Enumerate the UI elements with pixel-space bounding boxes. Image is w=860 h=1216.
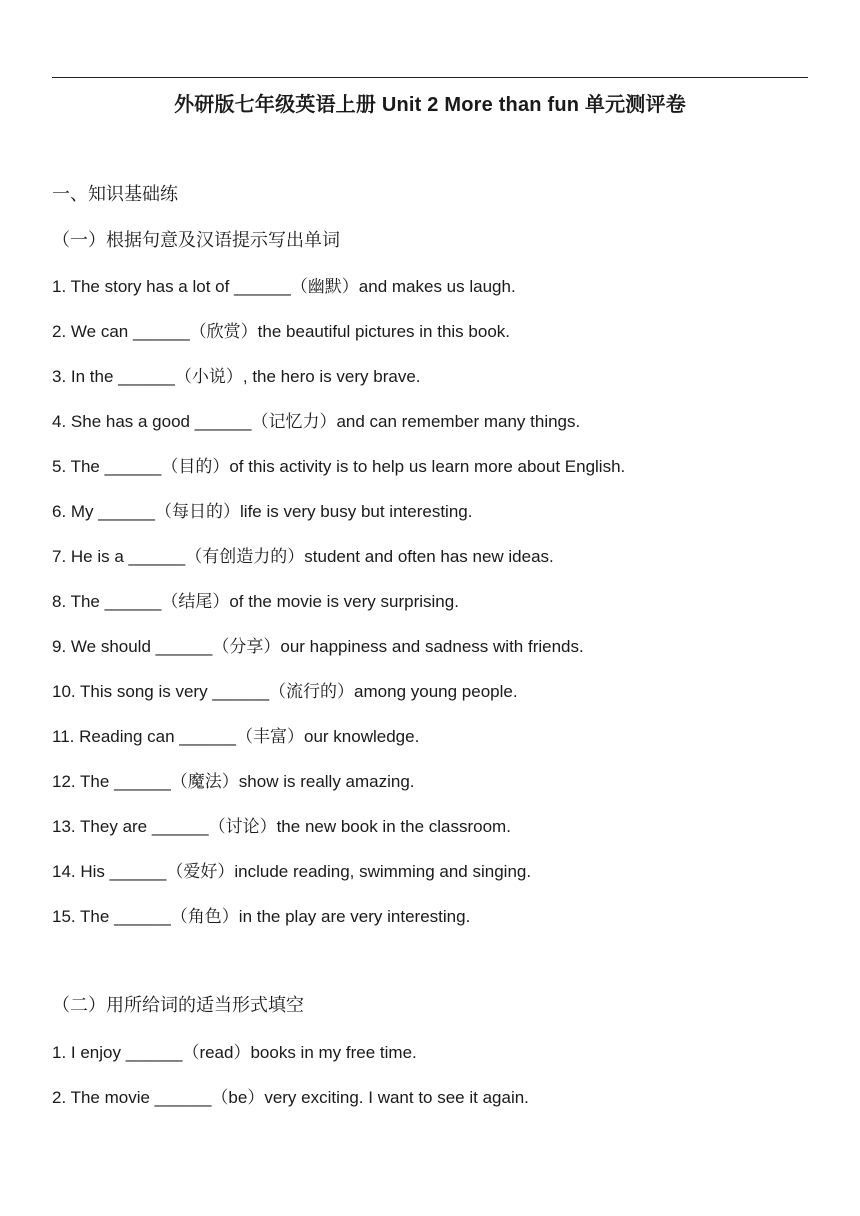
question-item: 5. The ______（目的）of this activity is to help us learn more about English. (52, 457, 626, 476)
question-item: 2. We can ______（欣赏）the beautiful pictures in this book. (52, 322, 510, 341)
page-title: 外研版七年级英语上册 Unit 2 More than fun 单元测评卷 (174, 94, 686, 116)
question-item: 10. This song is very ______（流行的）among young people. (52, 682, 518, 701)
question-item: 12. The ______（魔法）show is really amazing. (52, 772, 415, 791)
part1-heading: （一）根据句意及汉语提示写出单词 (52, 230, 340, 250)
question-item: 6. My ______（每日的）life is very busy but interesting. (52, 502, 473, 521)
question-item: 15. The ______（角色）in the play are very interesting. (52, 907, 471, 926)
question-item: 8. The ______（结尾）of the movie is very surprising. (52, 592, 459, 611)
section-heading: 一、知识基础练 (52, 184, 178, 204)
question-item: 7. He is a ______（有创造力的）student and often has new ideas. (52, 547, 554, 566)
question-item: 13. They are ______（讨论）the new book in the classroom. (52, 817, 511, 836)
header-rule (52, 77, 808, 78)
question-item: 2. The movie ______（be）very exciting. I want to see it again. (52, 1088, 529, 1107)
part2-heading: （二）用所给词的适当形式填空 (52, 995, 304, 1015)
question-item: 4. She has a good ______（记忆力）and can remember many things. (52, 412, 581, 431)
question-item: 1. I enjoy ______（read）books in my free time. (52, 1043, 417, 1062)
question-item: 9. We should ______（分享）our happiness and sadness with friends. (52, 637, 584, 656)
question-item: 14. His ______（爱好）include reading, swimming and singing. (52, 862, 532, 881)
question-item: 1. The story has a lot of ______（幽默）and makes us laugh. (52, 277, 516, 296)
question-item: 3. In the ______（小说）, the hero is very brave. (52, 367, 421, 386)
question-item: 11. Reading can ______（丰富）our knowledge. (52, 727, 420, 746)
